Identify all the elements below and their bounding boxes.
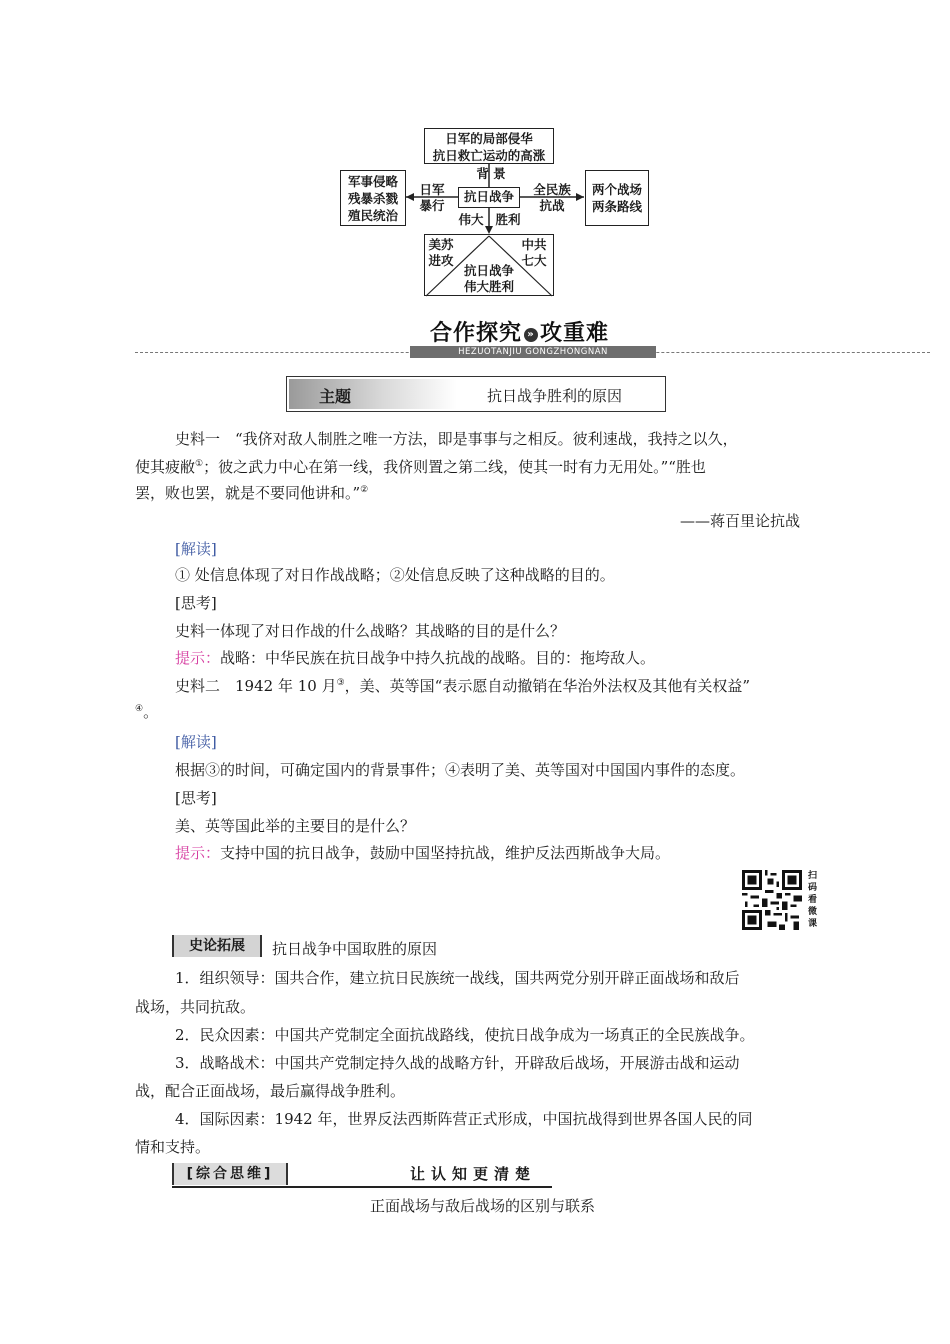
source1-line3: 罢，败也罢，就是不要同他讲和。”② [135, 484, 369, 502]
footnote-marker: ③ [336, 678, 345, 688]
expand-p3a: 3．战略战术：中国共产党制定持久战的战略方针，开辟敌后战场，开展游击战和运动 [175, 1054, 740, 1072]
diagram-label-background: 背 景 [476, 166, 506, 181]
topic-tab [289, 379, 457, 409]
diagram-top-box: 日军的局部侵华 抗日救亡运动的高涨 [424, 128, 554, 164]
expand-p3b: 战，配合正面战场，最后赢得战争胜利。 [135, 1082, 406, 1100]
synthesis-subtitle: 正面战场与敌后战场的区别与联系 [370, 1197, 596, 1215]
diagram-label-great: 伟大 [458, 212, 484, 227]
expand-p2: 2．民众因素：中国共产党制定全面抗战路线，使抗日战争成为一场真正的全民族战争。 [175, 1026, 755, 1044]
expand-badge: 史论拓展 [172, 935, 262, 957]
expand-title: 抗日战争中国取胜的原因 [272, 940, 438, 958]
read2-label: [解读] [175, 733, 217, 751]
section-title: 合作探究 » 攻重难 [430, 321, 610, 346]
synthesis-underline [172, 1186, 552, 1188]
hint1-label: 提示： [175, 649, 221, 667]
synthesis-slogan: 让认知更清楚 [410, 1165, 537, 1183]
diagram-left-box: 军事侵略 残暴杀戮 殖民统治 [340, 170, 406, 226]
expand-p1a: 1．组织领导：国共合作，建立抗日民族统一战线，国共两党分别开辟正面战场和敌后 [175, 969, 740, 987]
chevron-right-icon: » [524, 328, 538, 342]
think1-label: [思考] [175, 594, 217, 612]
source2-line1: 史料二 1942 年 10 月③，美、英等国“表示愿自动撤销在华治外法权及其他有关权益” [175, 677, 750, 695]
source1-line2: 使其疲敝①；彼之武力中心在第一线，我侪则置之第二线，使其一时有力无用处。”“胜也 [135, 458, 706, 476]
read1-label: [解读] [175, 540, 217, 558]
source1-attribution: ——蒋百里论抗战 [680, 512, 801, 530]
diagram-label-nationwide: 全民族 抗战 [533, 182, 571, 213]
hint2: 提示：支持中国的抗日战争，鼓励中国坚持抗战，维护反法西斯战争大局。 [175, 844, 671, 862]
think2-label: [思考] [175, 789, 217, 807]
hint1: 提示：战略：中华民族在抗日战争中持久抗战的战略。目的：拖垮敌人。 [175, 649, 656, 667]
topic-text: 抗日战争胜利的原因 [487, 387, 623, 405]
topic-label: 主题 [319, 387, 352, 406]
think1-text: 史料一体现了对日作战的什么战略？其战略的目的是什么？ [175, 622, 566, 640]
diagram-bottom-box [424, 234, 554, 296]
synthesis-badge: [综合思维] [172, 1163, 288, 1185]
expand-p4a: 4．国际因素：1942 年，世界反法西斯阵营正式形成，中国抗战得到世界各国人民的同 [175, 1110, 753, 1128]
think2-text: 美、英等国此举的主要目的是什么？ [175, 817, 416, 835]
topic-box [286, 376, 666, 412]
qr-code-icon[interactable] [742, 870, 802, 930]
diagram-bottom-center: 抗日战争 伟大胜利 [463, 263, 514, 294]
expand-p4b: 情和支持。 [135, 1138, 211, 1156]
source1-line1: 史料一 “我侪对敌人制胜之唯一方法，即是事事与之相反。彼利速战，我持之以久， [175, 430, 738, 448]
section-pinyin: HEZUOTANJIU GONGZHONGNAN [410, 346, 656, 358]
hint2-label: 提示： [175, 844, 221, 862]
diagram-label-victory: 胜利 [495, 212, 521, 227]
diagram-right-box: 两个战场 两条路线 [585, 170, 649, 226]
qr-caption: 扫 码 看 微 课 [808, 871, 818, 929]
read2-text: 根据③的时间，可确定国内的背景事件；④表明了美、英等国对中国国内事件的态度。 [175, 761, 746, 779]
diagram-bottom-right: 中共 七大 [521, 237, 547, 268]
footnote-marker: ④ [135, 704, 144, 714]
diagram-center-box: 抗日战争 [458, 187, 520, 208]
source2-line2: ④。 [135, 703, 159, 721]
expand-p1b: 战场，共同抗敌。 [135, 998, 256, 1016]
diagram-bottom-left: 美苏 进攻 [428, 237, 454, 268]
read1-text: ① 处信息体现了对日作战战略；②处信息反映了这种战略的目的。 [175, 566, 615, 584]
footnote-marker: ① [195, 459, 204, 469]
diagram-label-atrocities: 日军 暴行 [419, 182, 445, 213]
footnote-marker: ② [360, 485, 369, 495]
